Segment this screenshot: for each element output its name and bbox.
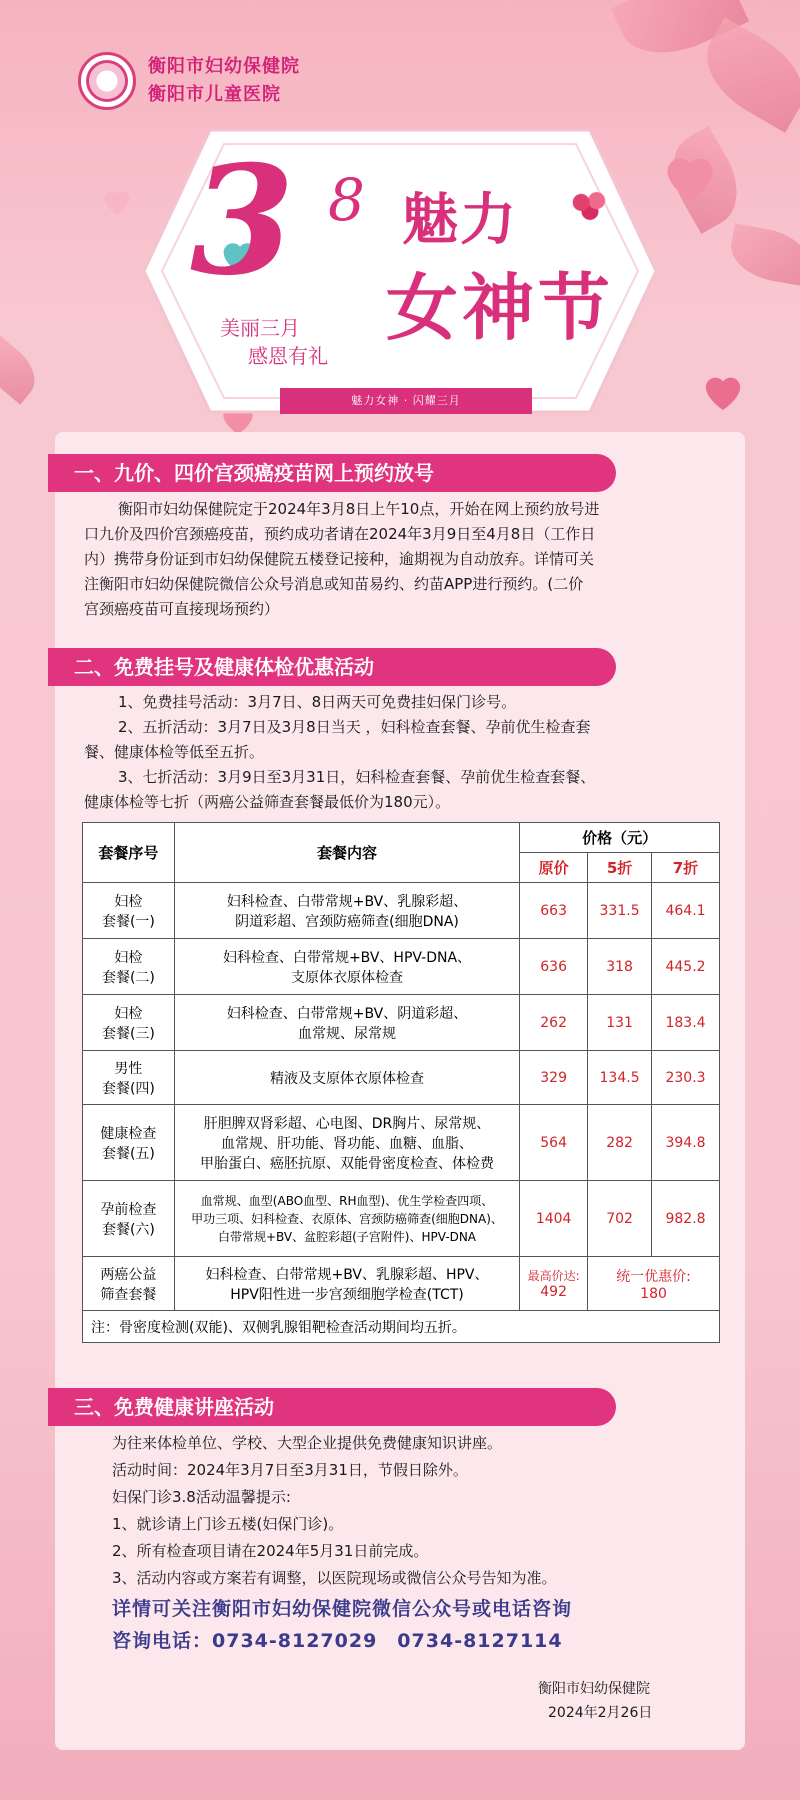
hospital-names (148, 53, 300, 109)
package-content: 精液及支原体衣原体检查 (174, 1051, 519, 1105)
section3-line: 妇保门诊3.8活动温馨提示: (112, 1488, 291, 1506)
package-content: 妇科检查、白带常规+BV、阴道彩超、 血常规、尿常规 (174, 995, 519, 1051)
table-row (83, 883, 720, 939)
section3-text (112, 1430, 732, 1592)
section3-line: 为往来体检单位、学校、大型企业提供免费健康知识讲座。 (112, 1434, 503, 1452)
table-row (83, 1181, 720, 1257)
follow-text: 详情可关注衡阳市妇幼保健院微信公众号或电话咨询 (112, 1598, 573, 1620)
hero-number-8: 8 (328, 166, 365, 234)
package-content: 肝胆脾双肾彩超、心电图、DR胸片、尿常规、 血常规、肝功能、肾功能、血糖、血脂、 甲胎蛋白、癌胚抗原、双能骨密度检查、体检费 (174, 1105, 519, 1181)
price-original: 663 (520, 883, 588, 939)
heart-icon (660, 148, 720, 204)
section3-line: 1、就诊请上门诊五楼(妇保门诊)。 (112, 1515, 344, 1533)
phone-text: 咨询电话：0734-8127029 0734-8127114 (112, 1630, 563, 1652)
package-name: 妇检 套餐(三) (83, 995, 175, 1051)
section1-line: 口九价及四价宫颈癌疫苗，预约成功者请在2024年3月9日至4月8日（工作日 (84, 525, 596, 543)
section2-line: 1、免费挂号活动：3月7日、8日两天可免费挂妇保门诊号。 (118, 693, 517, 711)
package-content: 妇科检查、白带常规+BV、HPV-DNA、 支原体衣原体检查 (174, 939, 519, 995)
price-original: 564 (520, 1105, 588, 1181)
price-half: 702 (588, 1181, 652, 1257)
price-half: 331.5 (588, 883, 652, 939)
price-original: 329 (520, 1051, 588, 1105)
hospital-name-1: 衡阳市妇幼保健院 (148, 56, 300, 77)
price-seventy: 183.4 (652, 995, 720, 1051)
package-name: 妇检 套餐(一) (83, 883, 175, 939)
package-name: 两癌公益 筛查套餐 (83, 1257, 175, 1311)
section1-line: 注衡阳市妇幼保健院微信公众号消息或知苗易约、约苗APP进行预约。(二价 (84, 575, 584, 593)
price-original: 636 (520, 939, 588, 995)
header-original: 原价 (520, 853, 588, 883)
section1-line: 宫颈癌疫苗可直接现场预约） (84, 600, 280, 618)
hospital-header (78, 52, 300, 110)
table-row (83, 1051, 720, 1105)
hero-number-3: 3 (190, 133, 295, 309)
section1-line: 内）携带身份证到市妇幼保健院五楼登记接种，逾期视为自动放弃。详情可关 (84, 550, 595, 568)
price-half: 318 (588, 939, 652, 995)
price-half: 134.5 (588, 1051, 652, 1105)
header-half: 5折 (588, 853, 652, 883)
petal-decoration (726, 223, 800, 286)
package-name: 孕前检查 套餐(六) (83, 1181, 175, 1257)
section2-line: 健康体检等七折（两癌公益筛查套餐最低价为180元）。 (84, 793, 451, 811)
flower-gift-icon (568, 188, 612, 224)
hero-title-2: 女神节 (386, 266, 615, 350)
price-seventy: 230.3 (652, 1051, 720, 1105)
price-half: 131 (588, 995, 652, 1051)
section2-line: 餐、健康体检等低至五折。 (84, 743, 265, 761)
header-content: 套餐内容 (174, 823, 519, 883)
hospital-logo (78, 52, 136, 110)
section3-line: 3、活动内容或方案若有调整，以医院现场或微信公众号告知为准。 (112, 1569, 557, 1587)
section2-title: 二、免费挂号及健康体检优惠活动 (48, 648, 616, 686)
hero-slogan-2: 感恩有礼 (248, 344, 328, 368)
price-original: 262 (520, 995, 588, 1051)
package-name: 健康检查 套餐(五) (83, 1105, 175, 1181)
package-content: 血常规、血型(ABO血型、RH血型)、优生学检查四项、 甲功三项、妇科检查、衣原体、宫颈防癌筛查(细胞DNA)、 白带常规+BV、盆腔彩超(子宫附件)、HPV-DNA (174, 1181, 519, 1257)
package-content: 妇科检查、白带常规+BV、乳腺彩超、HPV、 HPV阳性进一步宫颈细胞学检查(TCT) (174, 1257, 519, 1311)
hospital-name-2: 衡阳市儿童医院 (148, 84, 281, 105)
section3-line: 活动时间：2024年3月7日至3月31日，节假日除外。 (112, 1461, 468, 1479)
package-name: 男性 套餐(四) (83, 1051, 175, 1105)
hero-banner (140, 126, 660, 426)
section3-title: 三、免费健康讲座活动 (48, 1388, 616, 1426)
price-seventy: 464.1 (652, 883, 720, 939)
section2-line: 2、五折活动：3月7日及3月8日当天 ，妇科检查套餐、孕前优生检查套 (118, 718, 591, 736)
hero-ribbon: 魅力女神 · 闪耀三月 (280, 388, 532, 414)
section1-line: 衡阳市妇幼保健院定于2024年3月8日上午10点，开始在网上预约放号进 (118, 500, 600, 518)
price-seventy: 394.8 (652, 1105, 720, 1181)
header-seventy: 7折 (652, 853, 720, 883)
table-row (83, 995, 720, 1051)
section2-line: 3、七折活动：3月9日至3月31日，妇科检查套餐、孕前优生检查套餐、 (118, 768, 596, 786)
signature-date: 2024年2月26日 (548, 1705, 653, 1721)
hero-slogan-1: 美丽三月 (220, 316, 300, 340)
unified-price: 统一优惠价: 180 (588, 1257, 720, 1311)
section1-text (84, 497, 734, 622)
petal-decoration (0, 335, 46, 404)
table-row (83, 939, 720, 995)
section2-text (84, 690, 734, 815)
table-note: 注：骨密度检测(双能)、双侧乳腺钼靶检查活动期间均五折。 (83, 1311, 720, 1343)
price-table (82, 822, 720, 1343)
hero-title-1: 魅力 (402, 188, 518, 253)
price-seventy: 445.2 (652, 939, 720, 995)
price-seventy: 982.8 (652, 1181, 720, 1257)
section1-title: 一、九价、四价宫颈癌疫苗网上预约放号 (48, 454, 616, 492)
max-price: 最高价达: 492 (520, 1257, 588, 1311)
heart-icon (100, 186, 134, 216)
signature: 衡阳市妇幼保健院 (538, 1681, 650, 1697)
price-half: 282 (588, 1105, 652, 1181)
price-original: 1404 (520, 1181, 588, 1257)
heart-icon (700, 370, 746, 412)
header-package: 套餐序号 (83, 823, 175, 883)
package-content: 妇科检查、白带常规+BV、乳腺彩超、 阴道彩超、宫颈防癌筛查(细胞DNA) (174, 883, 519, 939)
logo-emblem-icon (86, 60, 128, 102)
package-name: 妇检 套餐(二) (83, 939, 175, 995)
header-price: 价格（元） (520, 823, 720, 853)
table-row (83, 1257, 720, 1311)
section3-line: 2、所有检查项目请在2024年5月31日前完成。 (112, 1542, 429, 1560)
table-row (83, 1105, 720, 1181)
